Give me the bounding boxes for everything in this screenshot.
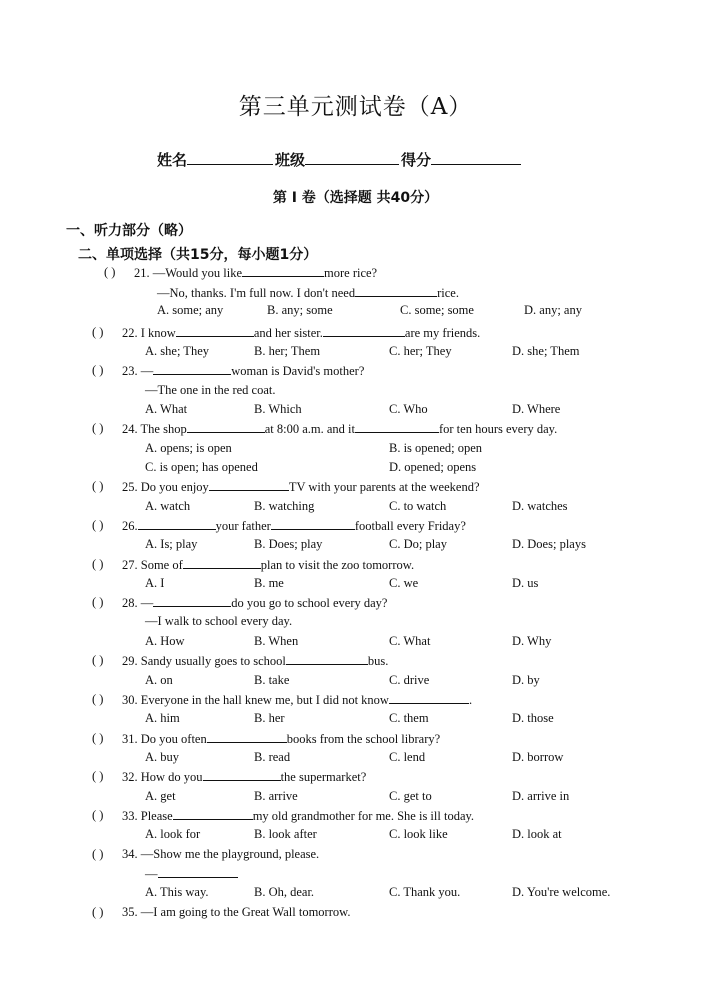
answer-paren: ( ): [92, 479, 104, 493]
option-c: C. to watch: [389, 499, 447, 513]
option-a: A. some; any: [157, 303, 224, 317]
option-a: A. look for: [145, 827, 201, 841]
option-b: B. arrive: [254, 789, 298, 803]
question-33: 33. Please my old grandmother for me. She is ill today.: [122, 809, 475, 823]
question-21-reply: —No, thanks. I'm full now. I don't need rice.: [157, 286, 459, 300]
question-31: 31. Do you often books from the school library?: [122, 732, 441, 746]
student-info-line: [157, 149, 523, 170]
option-b: B. take: [254, 673, 290, 687]
answer-paren: ( ): [92, 653, 104, 667]
answer-paren: ( ): [92, 905, 104, 919]
option-b: B. watching: [254, 499, 315, 513]
answer-paren: ( ): [92, 325, 104, 339]
question-29: 29. Sandy usually goes to school bus.: [122, 654, 389, 668]
question-23-reply: —The one in the red coat.: [145, 383, 276, 397]
option-a: A. This way.: [145, 885, 209, 899]
option-a: A. watch: [145, 499, 191, 513]
answer-paren: ( ): [92, 769, 104, 783]
option-d: D. borrow: [512, 750, 564, 764]
answer-paren: ( ): [92, 692, 104, 706]
question-28-reply: —I walk to school every day.: [145, 614, 293, 628]
option-a: A. Is; play: [145, 537, 198, 551]
option-c: C. Do; play: [389, 537, 447, 551]
option-b: B. When: [254, 634, 299, 648]
question-32: 32. How do you the supermarket?: [122, 770, 367, 784]
answer-paren: ( ): [92, 731, 104, 745]
option-d: D. Does; plays: [512, 537, 586, 551]
option-b: B. any; some: [267, 303, 333, 317]
score-label: 得分: [401, 151, 432, 169]
answer-paren: ( ): [92, 557, 104, 571]
option-b: B. look after: [254, 827, 317, 841]
section-listening: 一、听力部分（略）: [66, 223, 192, 239]
name-blank: [187, 150, 273, 165]
option-d: D. watches: [512, 499, 568, 513]
option-d: D. those: [512, 711, 554, 725]
question-27: 27. Some of plan to visit the zoo tomorrow.: [122, 558, 415, 572]
option-a: A. him: [145, 711, 180, 725]
option-d: D. You're welcome.: [512, 885, 611, 899]
class-blank: [305, 150, 399, 165]
option-d: D. Where: [512, 402, 561, 416]
option-b: B. Does; play: [254, 537, 323, 551]
option-c: C. drive: [389, 673, 430, 687]
question-28: 28. — do you go to school every day?: [122, 596, 388, 610]
option-a: A. get: [145, 789, 176, 803]
option-a: A. on: [145, 673, 173, 687]
option-c: C. some; some: [400, 303, 474, 317]
option-a: A. What: [145, 402, 188, 416]
option-d: D. arrive in: [512, 789, 570, 803]
question-22: 22. I know and her sister. are my friends.: [122, 326, 481, 340]
option-c: C. her; They: [389, 344, 452, 358]
question-24: 24. The shop at 8:00 a.m. and it for ten hours every day.: [122, 422, 558, 436]
page-title: 第三单元测试卷（A）: [238, 94, 473, 120]
option-a: A. How: [145, 634, 185, 648]
option-c: C. Who: [389, 402, 428, 416]
option-a: A. buy: [145, 750, 180, 764]
option-a: A. I: [145, 576, 165, 590]
option-a: A. opens; is open: [145, 441, 232, 455]
option-c: C. them: [389, 711, 429, 725]
option-b: B. Which: [254, 402, 302, 416]
option-a: A. she; They: [145, 344, 209, 358]
option-b: B. her; Them: [254, 344, 321, 358]
option-b: B. me: [254, 576, 284, 590]
class-label: 班级: [275, 151, 306, 169]
option-b: B. read: [254, 750, 291, 764]
answer-paren: ( ): [92, 363, 104, 377]
option-d: D. by: [512, 673, 540, 687]
answer-paren: ( ): [92, 421, 104, 435]
answer-paren: ( ): [92, 847, 104, 861]
name-label: 姓名: [157, 151, 188, 169]
option-b: B. Oh, dear.: [254, 885, 315, 899]
option-c: C. look like: [389, 827, 448, 841]
question-34: 34. —Show me the playground, please.: [122, 847, 320, 861]
option-b: B. is opened; open: [389, 441, 483, 455]
option-d: D. any; any: [524, 303, 582, 317]
option-b: B. her: [254, 711, 285, 725]
option-c: C. is open; has opened: [145, 460, 258, 474]
option-d: D. look at: [512, 827, 562, 841]
option-c: C. Thank you.: [389, 885, 461, 899]
question-23: 23. — woman is David's mother?: [122, 364, 365, 378]
question-26: 26. your father football every Friday?: [122, 519, 466, 533]
option-c: C. What: [389, 634, 431, 648]
answer-paren: ( ): [92, 595, 104, 609]
answer-paren: ( ): [92, 808, 104, 822]
question-21: 21. —Would you like more rice?: [134, 266, 378, 280]
option-c: C. lend: [389, 750, 426, 764]
question-34-reply: —: [145, 865, 238, 882]
section-single-choice: 二、单项选择（共15分，每小题1分）: [78, 247, 318, 263]
option-d: D. opened; opens: [389, 460, 477, 474]
option-d: D. she; Them: [512, 344, 580, 358]
question-30: 30. Everyone in the hall knew me, but I did not know .: [122, 693, 473, 707]
volume-heading: 第 I 卷（选择题 共40分）: [272, 190, 439, 206]
question-25: 25. Do you enjoy TV with your parents at the weekend?: [122, 480, 480, 494]
question-35: 35. —I am going to the Great Wall tomorrow.: [122, 905, 351, 919]
option-d: D. us: [512, 576, 539, 590]
answer-paren: ( ): [92, 518, 104, 532]
option-d: D. Why: [512, 634, 552, 648]
option-c: C. get to: [389, 789, 432, 803]
score-blank: [431, 150, 521, 165]
option-c: C. we: [389, 576, 419, 590]
answer-paren: ( ): [104, 265, 116, 279]
